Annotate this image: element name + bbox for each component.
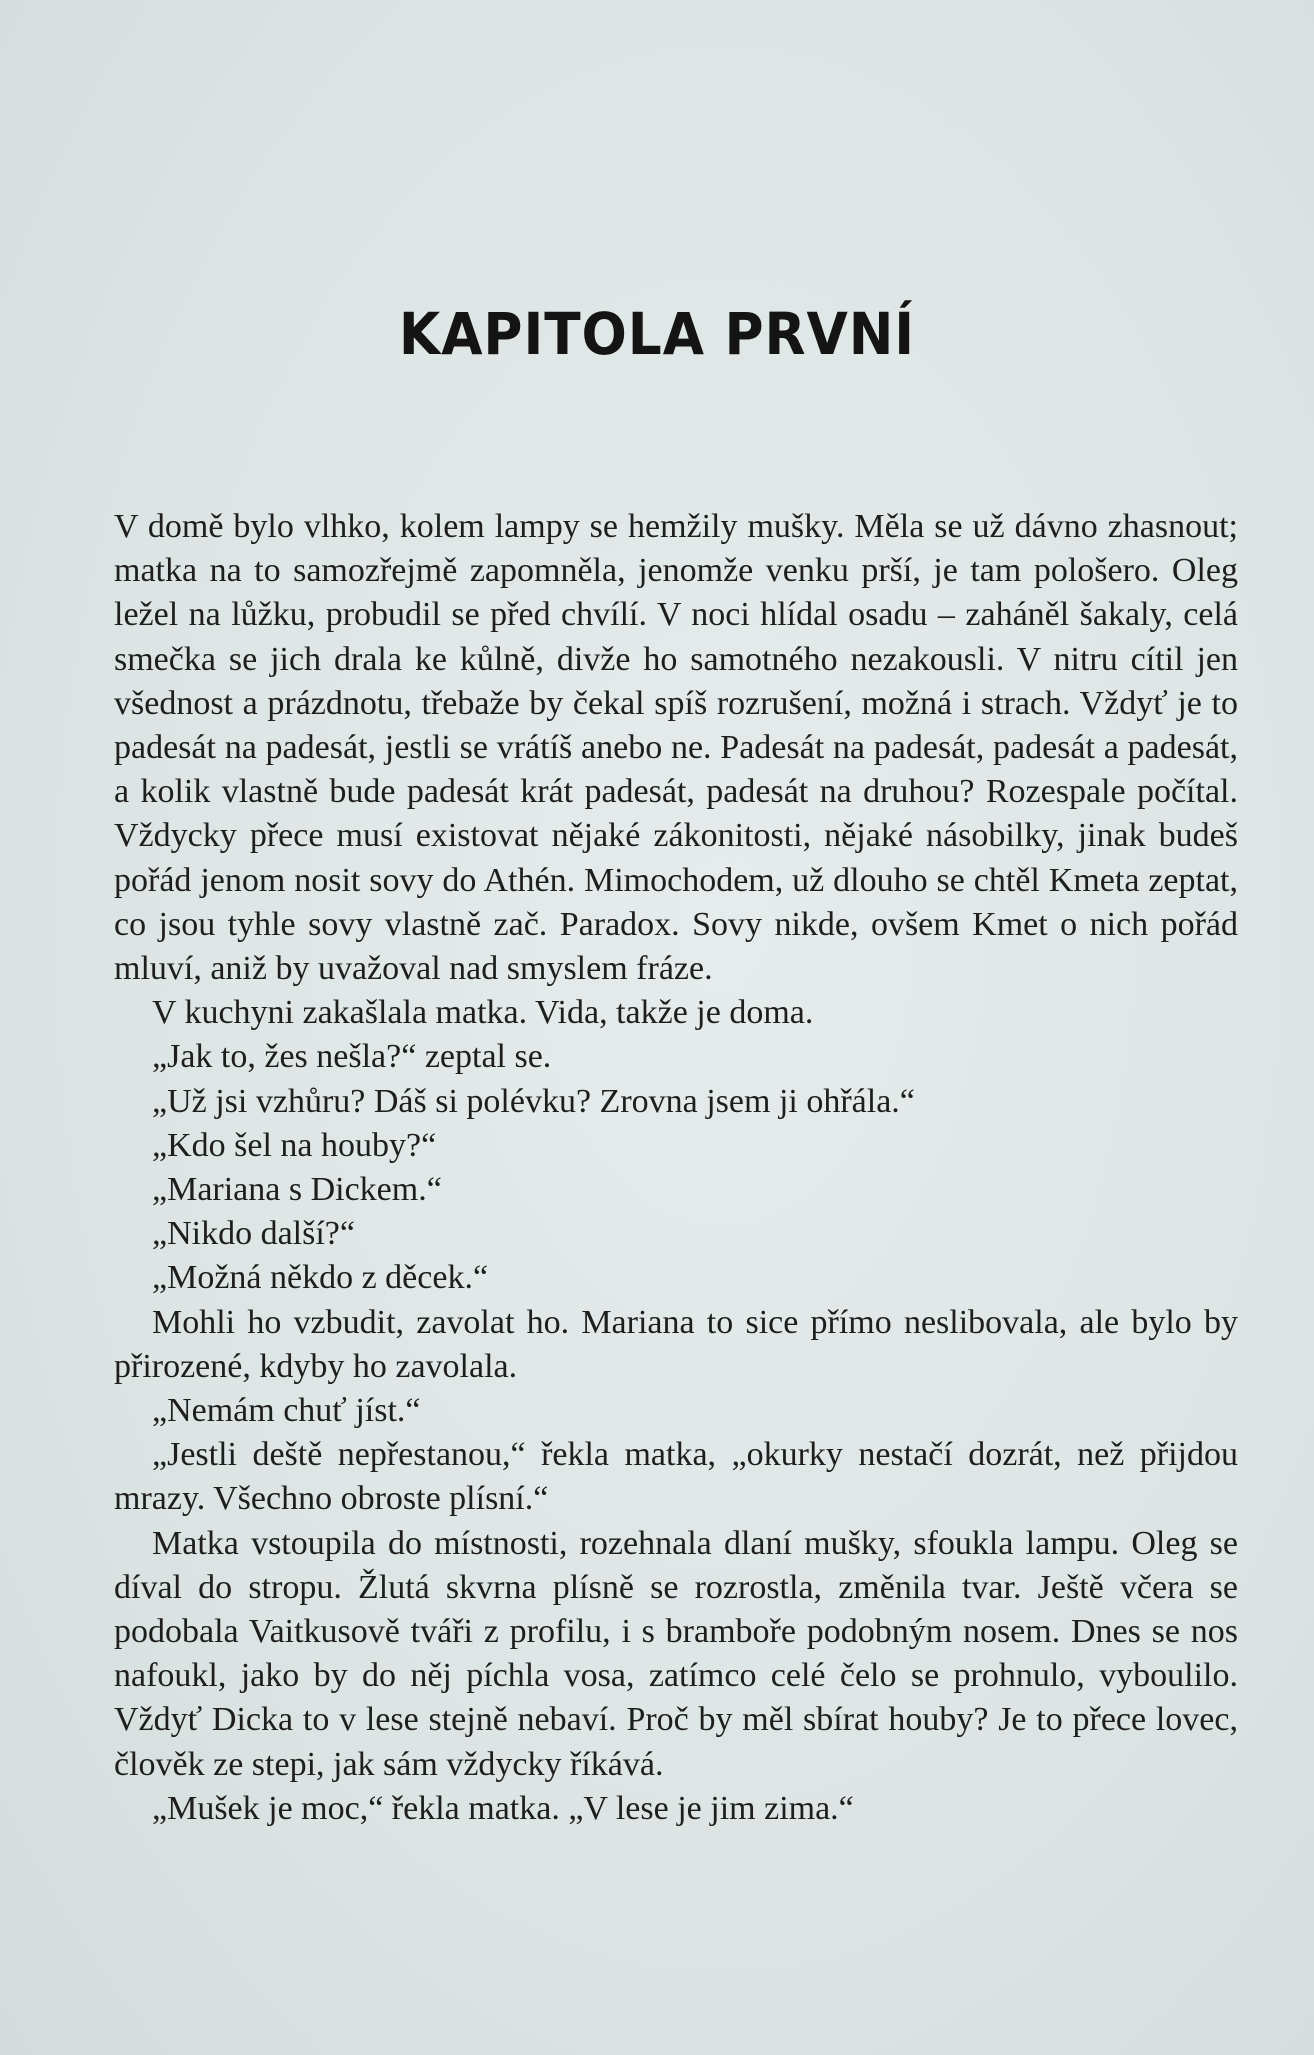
dialog-line: „Nikdo další?“ xyxy=(152,1215,355,1253)
dialog-line: „Možná někdo z děcek.“ xyxy=(152,1259,489,1297)
dialog-line: „Mušek je moc,“ řekla matka. „V lese je jim zima.“ xyxy=(152,1789,854,1827)
dialog-line: „Mariana s Dickem.“ xyxy=(152,1171,442,1209)
dialog-line: „Nemám chuť jíst.“ xyxy=(152,1392,421,1430)
paragraph-kitchen: V kuchyni zakašlala matka. Vida, takže je doma. xyxy=(152,994,814,1032)
dialog-line: „Jak to, žes nešla?“ zeptal se. xyxy=(152,1038,552,1076)
paragraph-opening: V domě bylo vlhko, kolem lampy se hemžily mušky. Měla se už dávno zhasnout; matka na to samozřejmě zapomněla, jenomže venku prší, je tam pološero. Oleg ležel na lůžku, probudil se před chvílí. V noci hlídal osadu – zaháněl šakaly, celá smečka se jich drala ke kůlně, divže ho samotného nezakousli. V nitru cítil jen všednost a prázdnotu, třebaže by čekal spíš rozrušení, možná i strach. Vždyť je to padesát na padesát, jestli se vrátíš anebo ne. Padesát na padesát, padesát a padesát, a kolik vlastně bude padesát krát padesát, padesát na druhou? Rozespale počítal. Vždycky přece musí existovat nějaké zákonitosti, nějaké násobilky, jinak budeš pořád jenom nosit sovy do Athén. Mimochodem, už dlouho se chtěl Kmeta zeptat, co jsou tyhle sovy vlastně zač. Paradox. Sovy nikde, ovšem Kmet o nich pořád mluví, aniž by uvažoval nad smyslem fráze. xyxy=(114,508,1238,988)
paragraph-rain: „Jestli deště nepřestanou,“ řekla matka, „okurky nestačí dozrát, než přijdou mrazy. Všechno obroste plísní.“ xyxy=(114,1436,1238,1518)
dialog-line: „Už jsi vzhůru? Dáš si polévku? Zrovna jsem ji ohřála.“ xyxy=(152,1082,915,1120)
dialog-line: „Kdo šel na houby?“ xyxy=(152,1126,437,1164)
paragraph-wake: Mohli ho vzbudit, zavolat ho. Mariana to sice přímo neslibovala, ale bylo by přirozené, kdyby ho zavolala. xyxy=(114,1303,1238,1385)
paragraph-mold: Matka vstoupila do místnosti, rozehnala dlaní mušky, sfoukla lampu. Oleg se díval do stropu. Žlutá skvrna plísně se rozrostla, změnila tvar. Ještě včera se podobala Vaitkusově tváři z profilu, i s bramboře podobným nosem. Dnes se nos nafoukl, jako by do něj píchla vosa, zatímco celé čelo se prohnulo, vyboulilo. Vždyť Dicka to v lese stejně nebaví. Proč by měl sbírat houby? Je to přece lovec, člověk ze stepi, jak sám vždycky říkává. xyxy=(114,1524,1238,1783)
chapter-title: KAPITOLA PRVNÍ xyxy=(398,300,916,368)
chapter-text xyxy=(114,505,1238,1831)
